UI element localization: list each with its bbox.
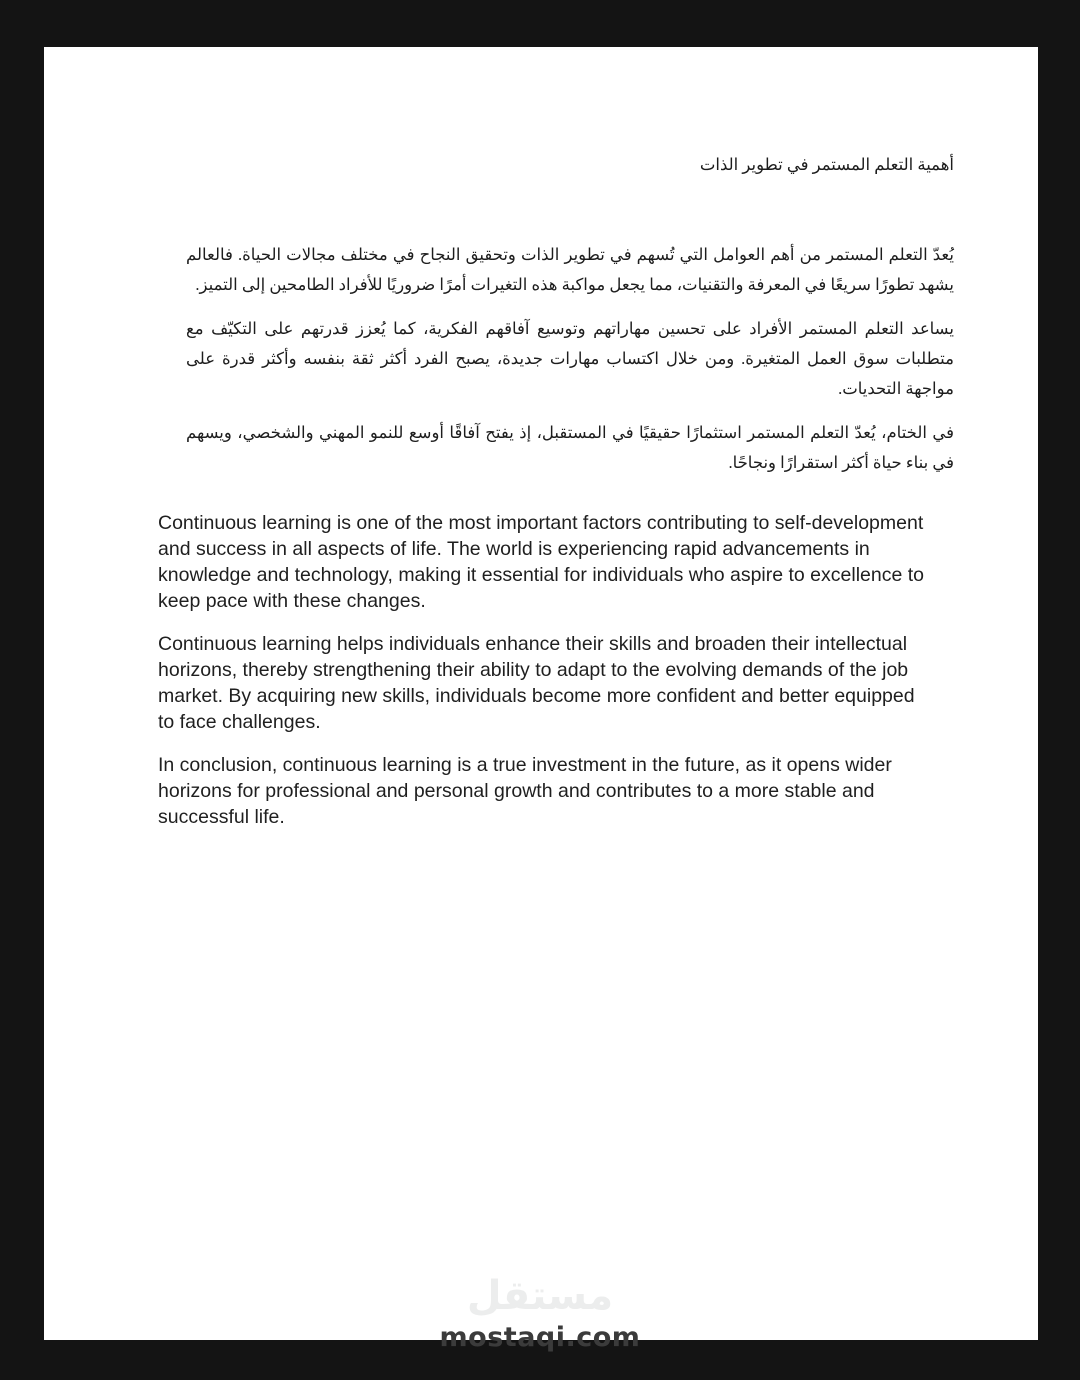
arabic-paragraph-3: في الختام، يُعدّ التعلم المستمر استثمارًا حقيقيًا في المستقبل، إذ يفتح آفاقًا أوسع للنمو المهني والشخصي، ويسهم في بناء حياة أكثر استقرارًا ونجاحًا.: [186, 423, 954, 473]
document-page: [44, 47, 1038, 1340]
mostaql-logo: مستقل: [466, 1273, 614, 1319]
page-title: أهمية التعلم المستمر في تطوير الذات: [699, 155, 954, 174]
english-paragraph-2: Continuous learning helps individuals enhance their skills and broaden their intellectual horizons, thereby strengthening their ability to adapt to the evolving demands of the job market. By acquiring new skills, individuals become more confident and better equipped to face challenges.: [158, 633, 915, 733]
english-content-block: [158, 510, 924, 830]
arabic-paragraph-2: يساعد التعلم المستمر الأفراد على تحسين مهاراتهم وتوسيع آفاقهم الفكرية، كما يُعزز قدرتهم على التكيّف مع متطلبات سوق العمل المتغيرة. ومن خلال اكتساب مهارات جديدة، يصبح الفرد أكثر ثقة بنفسه وأكثر قدرة على مواجهة التحديات.: [186, 319, 954, 399]
english-paragraph-1: Continuous learning is one of the most important factors contributing to self-development and success in all aspects of life. The world is experiencing rapid advancements in knowledge and technology, making it essential for individuals who aspire to excellence to keep pace with these changes.: [158, 512, 925, 612]
english-paragraph-3: In conclusion, continuous learning is a true investment in the future, as it opens wider horizons for professional and personal growth and contributes to a more stable and successful life.: [158, 754, 892, 828]
arabic-paragraph-1: يُعدّ التعلم المستمر من أهم العوامل التي تُسهم في تطوير الذات وتحقيق النجاح في مختلف مجالات الحياة. فالعالم يشهد تطورًا سريعًا في المعرفة والتقنيات، مما يجعل مواكبة هذه التغيرات أمرًا ضروريًا للأفراد الطامحين إلى التميز.: [186, 245, 954, 295]
watermark-domain-text: mostaqi.com: [439, 1322, 641, 1353]
page-content-area: [44, 47, 1038, 1340]
arabic-content-block: [186, 152, 954, 478]
